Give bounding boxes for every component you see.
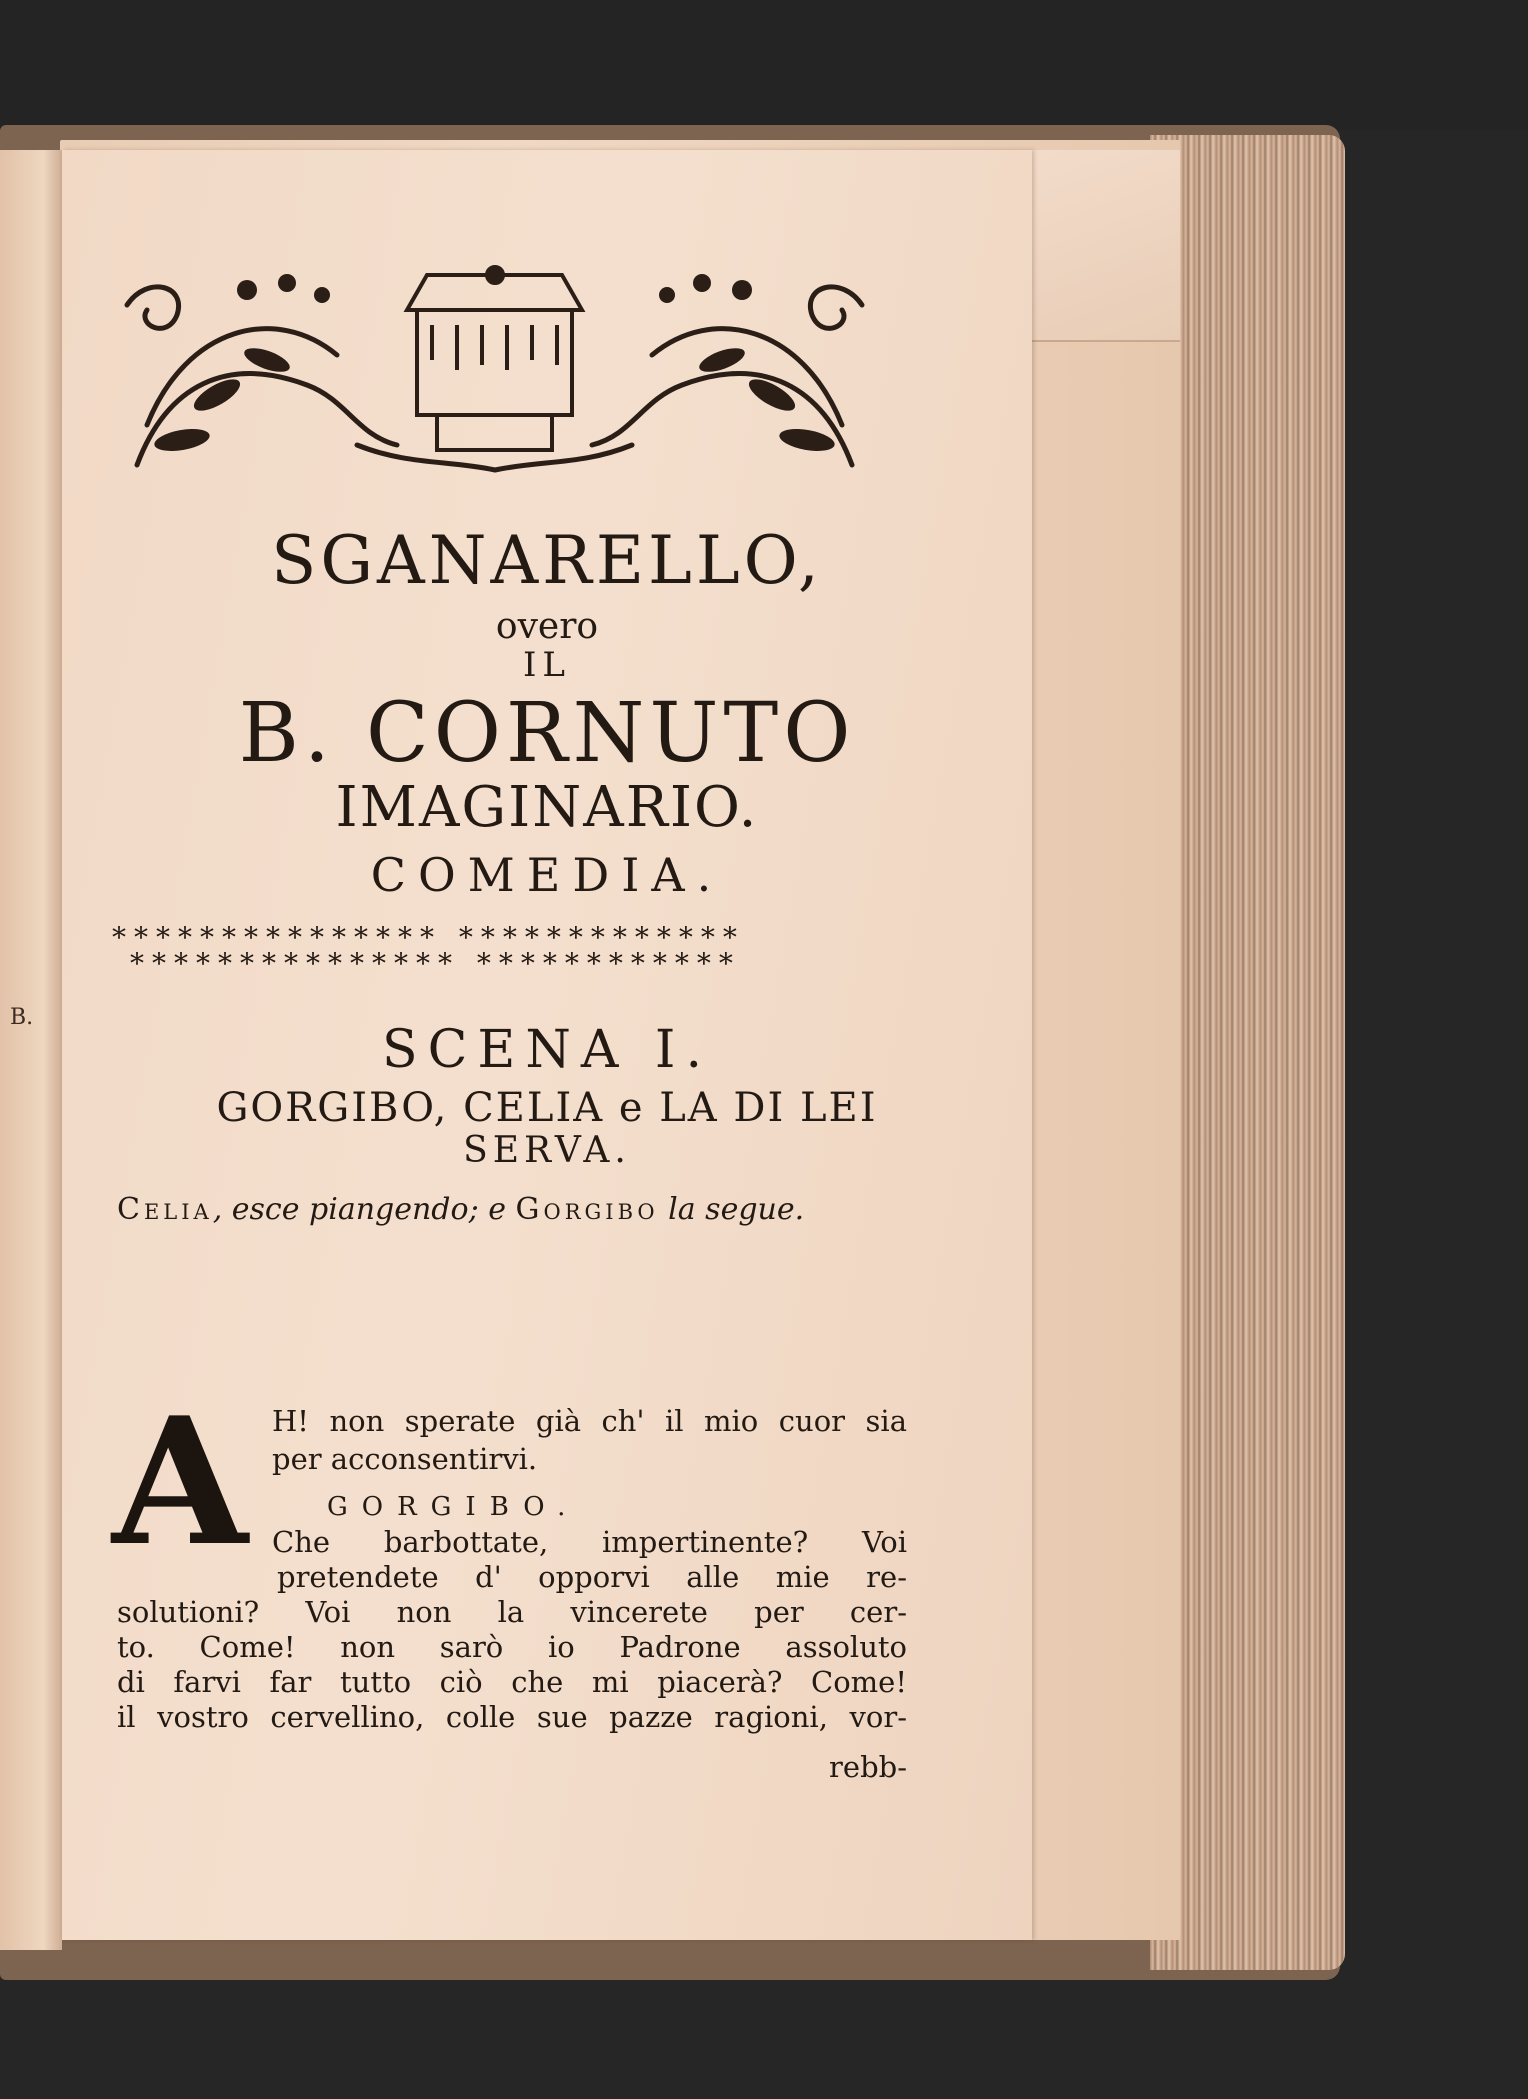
text-line: solutioni? Voi non la vincerete per cer-	[117, 1595, 907, 1629]
stage-direction	[117, 1190, 907, 1231]
scene-heading: SCENA I.	[381, 1020, 713, 1080]
direction-name-celia: Celia	[117, 1192, 213, 1227]
genre: COMEDIA.	[370, 848, 724, 902]
left-page-letter: B.	[10, 1005, 34, 1030]
star-row-2: *************** ************	[130, 947, 741, 980]
right-page	[62, 150, 1032, 1940]
title-il: IL	[522, 645, 571, 685]
title-overo: overo	[495, 606, 599, 647]
title-line2: B. CORNUTO	[238, 686, 856, 781]
characters-line1: GORGIBO, CELIA e LA DI LEI	[216, 1085, 878, 1131]
text-line: to. Come! non sarò io Padrone assoluto	[117, 1630, 907, 1664]
text-line: di farvi far tutto ciò che mi piacerà? Come!	[117, 1665, 907, 1699]
title-line1: SGANARELLO,	[271, 522, 823, 599]
drop-cap: A	[112, 1380, 248, 1585]
text-line: Che barbottate, impertinente? Voi	[272, 1525, 907, 1559]
text-line: il vostro cervellino, colle sue pazze ragioni, vor-	[117, 1700, 907, 1734]
catchword: rebb-	[829, 1750, 907, 1784]
text-line: per acconsentirvi.	[272, 1442, 538, 1476]
backdrop	[0, 0, 1528, 130]
title-line3: IMAGINARIO.	[335, 775, 759, 840]
star-row-1: *************** *************	[112, 921, 745, 954]
left-page	[0, 150, 62, 1950]
direction-text-1: , esce piangendo; e	[212, 1192, 516, 1227]
text-line: pretendete d' opporvi alle mie re-	[277, 1560, 907, 1594]
speaker-name: GORGIBO.	[327, 1492, 580, 1522]
characters-line2: SERVA.	[463, 1130, 631, 1171]
headpiece-ornament	[107, 265, 882, 480]
star-divider	[112, 921, 907, 985]
direction-text-2: la segue.	[658, 1192, 805, 1227]
text-line: H! non sperate già ch' il mio cuor sia	[272, 1404, 907, 1438]
direction-name-gorgibo: Gorgibo	[515, 1192, 659, 1227]
